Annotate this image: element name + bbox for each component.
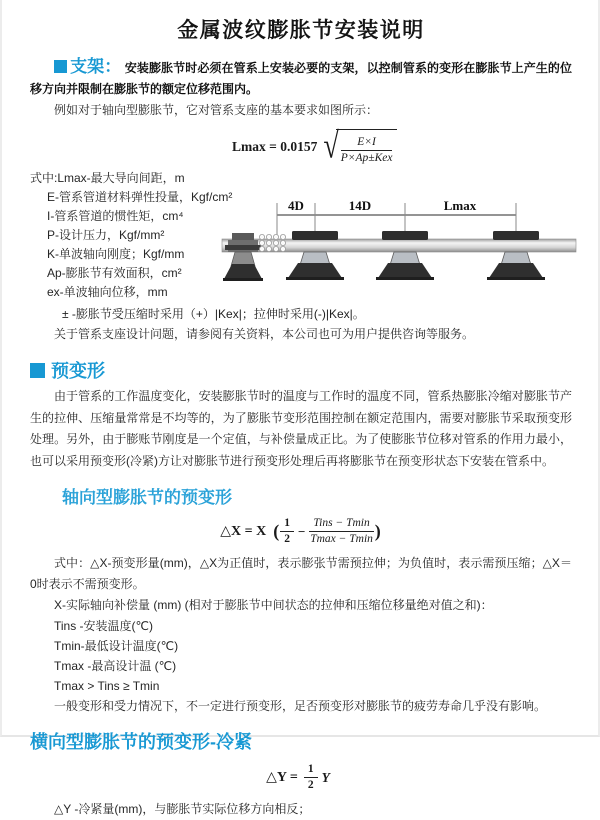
support-intro-paragraph xyxy=(30,56,572,100)
consult-note: 关于管系支座设计问题，请参阅有关资料，本公司也可为用户提供咨询等服务。 xyxy=(54,327,475,341)
temp-line: Tmax -最高设计温 (℃) xyxy=(54,659,177,673)
axial-subheader: 轴向型膨胀节的预变形 xyxy=(62,488,232,507)
lateral-formula xyxy=(30,763,572,792)
plus-minus-note: ± -膨胀节受压缩时采用（+）|Kex|；拉伸时采用(-)|Kex|。 xyxy=(62,307,365,321)
axial-formula-lhs: △X = X xyxy=(220,524,267,539)
page-title: 金属波纹膨胀节安装说明 xyxy=(177,19,425,42)
close-paren: ) xyxy=(374,521,381,541)
variable-line: ex-单波轴向位移，mm xyxy=(47,285,168,299)
support-header-colon: ： xyxy=(104,57,122,76)
variables-and-diagram xyxy=(30,169,572,303)
document-page xyxy=(2,0,598,820)
half-numerator: 1 xyxy=(280,517,294,532)
section-marker-icon xyxy=(30,363,45,378)
lmax-formula xyxy=(232,126,572,167)
lateral-explain-line: △Y -冷紧量(mm)，与膨胀节实际位移方向相反； xyxy=(54,802,311,816)
dimension-label-14d: 14D xyxy=(348,198,372,213)
axial-note-line: 式中：△X-预变形量(mm)，△X为正值时，表示膨张节需预拉伸；为负值时，表示需预压缩；△X＝0时表示不需预变形。 xyxy=(30,556,572,591)
rooted-expression xyxy=(336,129,398,165)
axial-x-line: X-实际轴向补偿量 (mm) (相对于膨胀节中间状态的拉伸和压缩位移量绝对值之和)： xyxy=(54,598,493,612)
temp-line: Tmin-最低设计温度(℃) xyxy=(54,639,179,653)
temp-line: Tins -安装温度(℃) xyxy=(54,619,154,633)
variable-line: K-单波轴向刚度；Kgf/mm xyxy=(47,247,185,261)
support-intro-text: 安装膨胀节时必须在管系上安装必要的支架，以控制管系的变形在膨胀节上产生的位移方向并限制在膨胀节的额定位移范围内。 xyxy=(30,61,573,96)
pipe-support-diagram xyxy=(220,193,578,293)
temperature-denominator: Tmax − Tmin xyxy=(310,533,373,545)
radical-sign-icon: √ xyxy=(323,126,339,167)
lateral-half-denominator: 2 xyxy=(307,779,314,791)
lmax-fraction-numerator: E×I xyxy=(341,136,393,151)
half-denominator: 2 xyxy=(284,533,290,545)
lateral-formula-lhs: △Y = xyxy=(266,770,298,785)
guide-support xyxy=(376,231,434,280)
temp-line: Tmax > Tins ≥ Tmin xyxy=(54,679,160,693)
variable-line: E-管系管道材料弹性投量，Kgf/cm² xyxy=(47,190,233,204)
variable-line: P-设计压力，Kgf/mm² xyxy=(47,228,165,242)
lmax-fraction-denominator: P×Ap±Kex xyxy=(340,152,393,164)
temperature-fraction xyxy=(309,517,373,546)
anchor-support xyxy=(223,233,263,281)
half-fraction xyxy=(280,517,294,546)
sqrt-radical xyxy=(323,126,397,167)
predeform-paragraph: 由于管系的工作温度变化，安装膨胀节时的温度与工作时的温度不同，管系热膨胀冷缩对膨胀节产生的拉伸、压缩量常常是不均等的，为了膨胀节变形范围控制在额定范围内，需要对膨胀节采取预变形处理。另外，由于膨账节刚度是一个定值，与补偿量成正比。为了使膨胀节位移对管系的作用力最小，也可以采用预变形(冷紧)方让对膨胀节进行预变形处理后再将膨胀节在预变形状态下安装在管系中。 xyxy=(30,389,572,468)
guide-support xyxy=(487,231,545,280)
predeform-section-header xyxy=(30,357,572,383)
lmax-fraction xyxy=(341,136,393,165)
guide-support xyxy=(286,231,344,280)
lateral-half-numerator: 1 xyxy=(304,763,318,778)
predeform-header-text: 预变形 xyxy=(51,361,105,381)
open-paren: ( xyxy=(273,521,280,541)
variable-line: 式中:Lmax-最大导向间距，m xyxy=(30,171,185,185)
support-example-line: 例如对于轴向型膨胀节，它对管系支座的基本要求如图所示： xyxy=(54,103,379,117)
lmax-formula-lhs: Lmax = 0.0157 xyxy=(232,139,318,154)
axial-general-line: 一般变形和受力情况下，不一定进行预变形，足否预变形对膨胀节的疲劳寿命几乎没有影响。 xyxy=(54,699,547,713)
axial-formula xyxy=(30,517,572,546)
support-header-text: 支架 xyxy=(70,57,105,76)
lateral-subheader: 横向型膨胀节的预变形-冷紧 xyxy=(30,732,252,752)
minus-operator: − xyxy=(297,523,306,539)
dimension-label-4d: 4D xyxy=(288,198,304,213)
dimension-label-lmax: Lmax xyxy=(443,198,477,213)
section-marker-icon xyxy=(54,60,67,73)
temperature-numerator: Tins − Tmin xyxy=(309,517,373,532)
variable-line: Ap-膨胀节有效面积，cm² xyxy=(47,266,182,280)
lateral-formula-rhs: Y xyxy=(321,769,330,785)
lateral-half-fraction xyxy=(304,763,318,792)
variable-line: I-管系管道的惯性矩，cm⁴ xyxy=(47,209,184,223)
